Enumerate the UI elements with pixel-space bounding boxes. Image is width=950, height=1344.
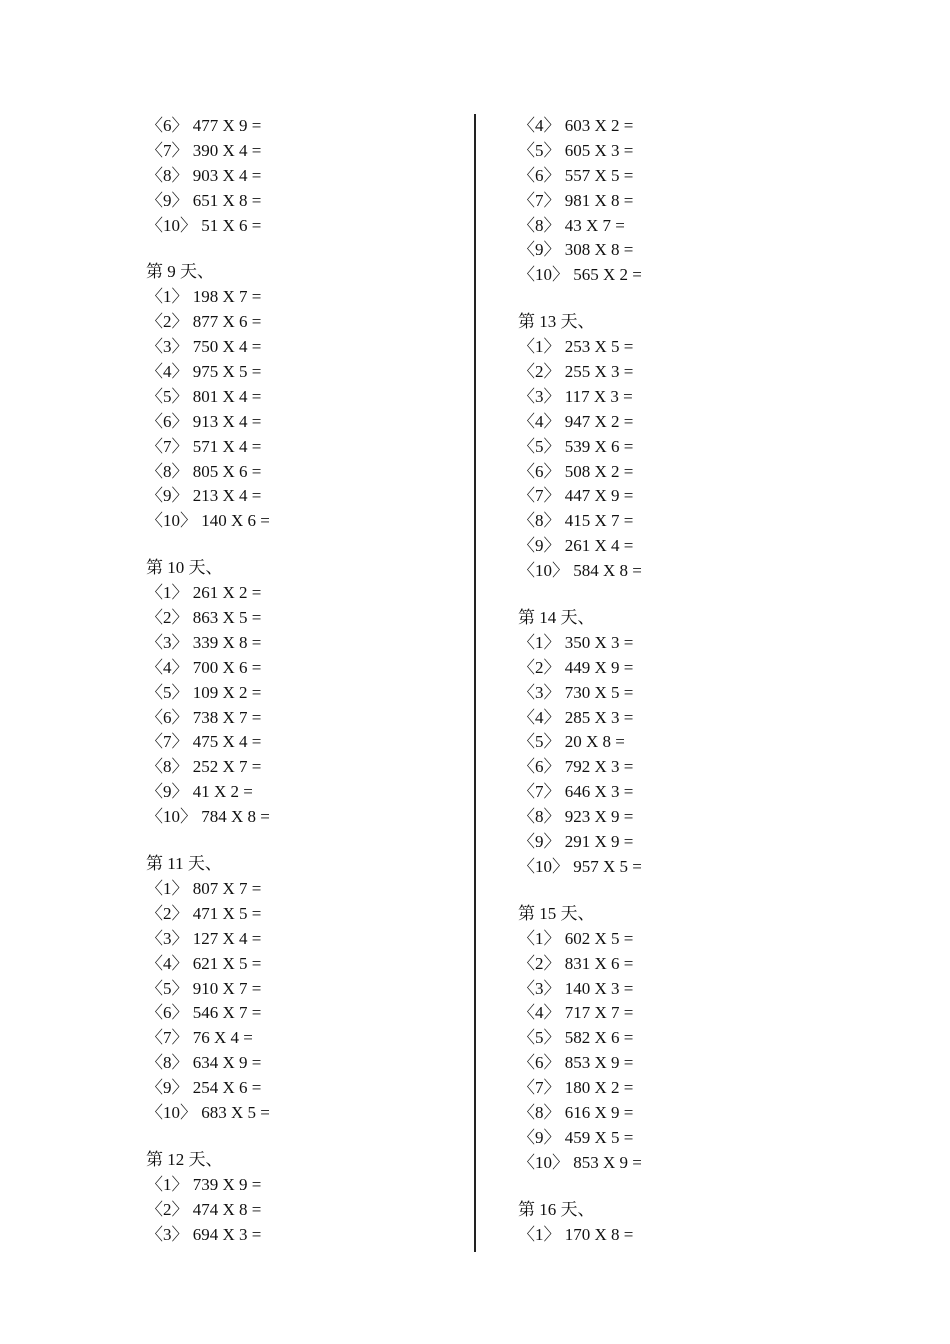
day-group xyxy=(518,606,848,880)
problem-item: 〈1〉 739 X 9 = xyxy=(146,1174,262,1194)
problem-item: 〈3〉 694 X 3 = xyxy=(146,1224,262,1244)
day-group xyxy=(518,902,848,1176)
problem-item: 〈7〉 180 X 2 = xyxy=(518,1078,634,1098)
problem-item: 〈9〉 213 X 4 = xyxy=(146,486,262,506)
problem-item: 〈6〉 738 X 7 = xyxy=(146,707,262,727)
problem-item: 〈4〉 621 X 5 = xyxy=(146,953,262,973)
problem-item: 〈2〉 255 X 3 = xyxy=(518,362,634,382)
problem-item: 〈4〉 717 X 7 = xyxy=(518,1003,634,1023)
problem-item: 〈8〉 923 X 9 = xyxy=(518,807,634,827)
day-heading: 第 10 天、 xyxy=(146,558,223,578)
problem-item: 〈10〉 51 X 6 = xyxy=(146,215,262,235)
day-group xyxy=(146,852,446,1126)
problem-item: 〈1〉 807 X 7 = xyxy=(146,878,262,898)
day-group xyxy=(146,114,446,238)
right-column xyxy=(518,114,848,1247)
day-heading: 第 9 天、 xyxy=(146,262,214,282)
problem-item: 〈4〉 285 X 3 = xyxy=(518,707,634,727)
problem-item: 〈6〉 557 X 5 = xyxy=(518,165,634,185)
day-heading: 第 13 天、 xyxy=(518,312,595,332)
problem-item: 〈5〉 20 X 8 = xyxy=(518,732,625,752)
problem-item: 〈8〉 415 X 7 = xyxy=(518,511,634,531)
problem-item: 〈7〉 76 X 4 = xyxy=(146,1028,253,1048)
problem-item: 〈9〉 651 X 8 = xyxy=(146,190,262,210)
day-group xyxy=(518,310,848,584)
problem-item: 〈7〉 390 X 4 = xyxy=(146,140,262,160)
problem-item: 〈10〉 565 X 2 = xyxy=(518,265,642,285)
problem-item: 〈9〉 261 X 4 = xyxy=(518,536,634,556)
problem-item: 〈4〉 947 X 2 = xyxy=(518,411,634,431)
problem-item: 〈2〉 863 X 5 = xyxy=(146,608,262,628)
problem-item: 〈2〉 471 X 5 = xyxy=(146,903,262,923)
problem-item: 〈7〉 646 X 3 = xyxy=(518,782,634,802)
problem-item: 〈9〉 459 X 5 = xyxy=(518,1127,634,1147)
day-group xyxy=(146,260,446,534)
problem-item: 〈7〉 981 X 8 = xyxy=(518,190,634,210)
problem-item: 〈9〉 41 X 2 = xyxy=(146,782,253,802)
problem-item: 〈9〉 291 X 9 = xyxy=(518,832,634,852)
problem-item: 〈5〉 910 X 7 = xyxy=(146,978,262,998)
problem-item: 〈6〉 477 X 9 = xyxy=(146,116,262,135)
problem-item: 〈5〉 801 X 4 = xyxy=(146,386,262,406)
day-heading: 第 11 天、 xyxy=(146,854,222,874)
day-group xyxy=(146,1148,446,1248)
left-column xyxy=(146,114,446,1247)
problem-item: 〈6〉 508 X 2 = xyxy=(518,461,634,481)
problem-item: 〈6〉 853 X 9 = xyxy=(518,1053,634,1073)
problem-item: 〈8〉 252 X 7 = xyxy=(146,757,262,777)
problem-item: 〈2〉 474 X 8 = xyxy=(146,1199,262,1219)
problem-item: 〈8〉 903 X 4 = xyxy=(146,165,262,185)
problem-item: 〈7〉 475 X 4 = xyxy=(146,732,262,752)
problem-item: 〈4〉 975 X 5 = xyxy=(146,362,262,382)
problem-item: 〈6〉 792 X 3 = xyxy=(518,757,634,777)
problem-item: 〈10〉 584 X 8 = xyxy=(518,561,642,581)
problem-item: 〈3〉 117 X 3 = xyxy=(518,386,633,406)
problem-item: 〈8〉 805 X 6 = xyxy=(146,461,262,481)
problem-item: 〈3〉 127 X 4 = xyxy=(146,928,262,948)
problem-item: 〈3〉 140 X 3 = xyxy=(518,978,634,998)
problem-item: 〈5〉 109 X 2 = xyxy=(146,682,262,702)
problem-item: 〈3〉 339 X 8 = xyxy=(146,632,262,652)
problem-item: 〈1〉 198 X 7 = xyxy=(146,287,262,307)
problem-item: 〈1〉 253 X 5 = xyxy=(518,337,634,357)
problem-item: 〈7〉 447 X 9 = xyxy=(518,486,634,506)
problem-item: 〈2〉 831 X 6 = xyxy=(518,953,634,973)
problem-item: 〈10〉 853 X 9 = xyxy=(518,1152,642,1172)
problem-item: 〈1〉 170 X 8 = xyxy=(518,1224,634,1244)
problem-item: 〈7〉 571 X 4 = xyxy=(146,436,262,456)
problem-item: 〈4〉 700 X 6 = xyxy=(146,657,262,677)
problem-item: 〈5〉 605 X 3 = xyxy=(518,140,634,160)
problem-item: 〈2〉 877 X 6 = xyxy=(146,312,262,332)
problem-item: 〈1〉 350 X 3 = xyxy=(518,632,634,652)
problem-item: 〈1〉 602 X 5 = xyxy=(518,928,634,948)
problem-item: 〈6〉 913 X 4 = xyxy=(146,411,262,431)
problem-item: 〈6〉 546 X 7 = xyxy=(146,1003,262,1023)
problem-item: 〈8〉 616 X 9 = xyxy=(518,1102,634,1122)
problem-item: 〈8〉 634 X 9 = xyxy=(146,1053,262,1073)
problem-item: 〈9〉 254 X 6 = xyxy=(146,1078,262,1098)
day-heading: 第 12 天、 xyxy=(146,1149,223,1169)
problem-item: 〈10〉 683 X 5 = xyxy=(146,1102,270,1122)
problem-item: 〈10〉 784 X 8 = xyxy=(146,807,270,827)
problem-item: 〈4〉 603 X 2 = xyxy=(518,116,634,135)
day-group xyxy=(518,1198,848,1248)
problem-item: 〈3〉 750 X 4 = xyxy=(146,337,262,357)
problem-item: 〈3〉 730 X 5 = xyxy=(518,682,634,702)
problem-item: 〈1〉 261 X 2 = xyxy=(146,583,262,603)
problem-item: 〈9〉 308 X 8 = xyxy=(518,240,634,260)
problem-item: 〈10〉 140 X 6 = xyxy=(146,511,270,531)
problem-item: 〈8〉 43 X 7 = xyxy=(518,215,625,235)
day-heading: 第 14 天、 xyxy=(518,608,595,628)
column-divider xyxy=(474,114,476,1252)
problem-item: 〈10〉 957 X 5 = xyxy=(518,856,642,876)
problem-item: 〈2〉 449 X 9 = xyxy=(518,657,634,677)
day-group xyxy=(146,556,446,830)
day-heading: 第 16 天、 xyxy=(518,1199,595,1219)
problem-item: 〈5〉 582 X 6 = xyxy=(518,1028,634,1048)
day-heading: 第 15 天、 xyxy=(518,903,595,923)
problem-item: 〈5〉 539 X 6 = xyxy=(518,436,634,456)
day-group xyxy=(518,114,848,288)
